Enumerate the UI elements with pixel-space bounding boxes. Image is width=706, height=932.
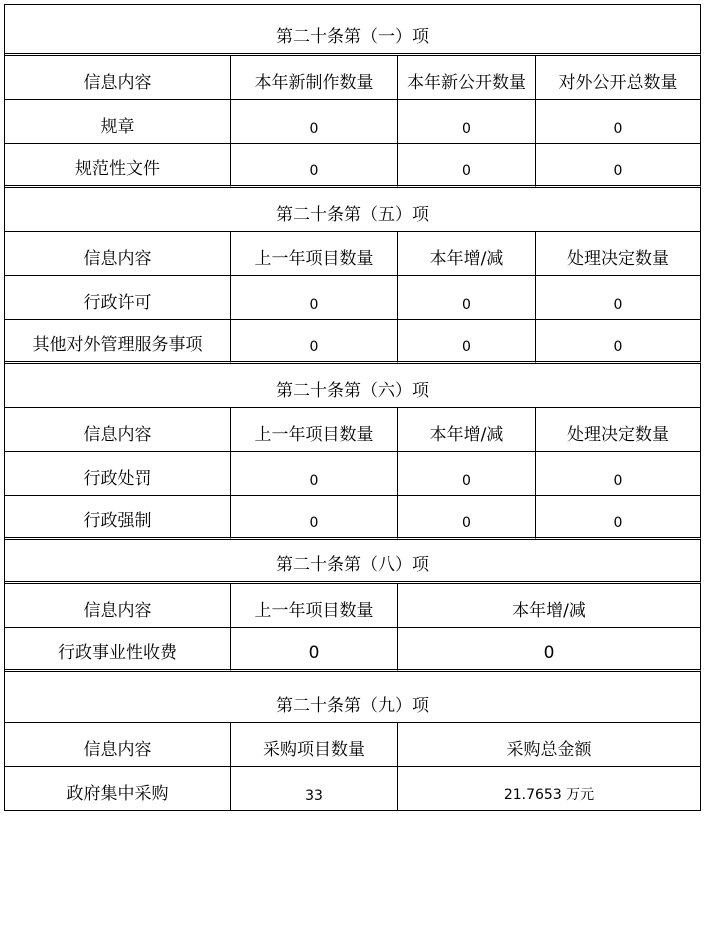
cell-value: 0 (536, 276, 701, 320)
cell-value: 0 (536, 100, 701, 144)
header-purchase-total: 采购总金额 (398, 723, 701, 767)
section-title: 第二十条第（五）项 (5, 188, 701, 232)
cell-value: 0 (231, 496, 398, 540)
cell-value: 0 (231, 320, 398, 364)
cell-value: 0 (398, 144, 536, 188)
header-info-content: 信息内容 (5, 584, 231, 628)
cell-value: 0 (231, 144, 398, 188)
cell-value: 0 (536, 452, 701, 496)
cell-value: 21.7653 万元 (398, 767, 701, 811)
row-label: 行政处罚 (5, 452, 231, 496)
header-info-content: 信息内容 (5, 232, 231, 276)
cell-value: 0 (536, 496, 701, 540)
header-change: 本年增/减 (398, 408, 536, 452)
cell-value: 33 (231, 767, 398, 811)
cell-value: 0 (398, 628, 701, 672)
header-new-public-count: 本年新公开数量 (398, 56, 536, 100)
section-title: 第二十条第（六）项 (5, 364, 701, 408)
cell-value: 0 (231, 100, 398, 144)
header-last-year-count: 上一年项目数量 (231, 584, 398, 628)
header-last-year-count: 上一年项目数量 (231, 408, 398, 452)
disclosure-table (4, 4, 701, 811)
cell-value: 0 (231, 276, 398, 320)
cell-value: 0 (398, 100, 536, 144)
header-change: 本年增/减 (398, 584, 701, 628)
header-total-public-count: 对外公开总数量 (536, 56, 701, 100)
section-title: 第二十条第（八）项 (5, 540, 701, 584)
cell-value: 0 (398, 496, 536, 540)
row-label: 其他对外管理服务事项 (5, 320, 231, 364)
row-label: 规范性文件 (5, 144, 231, 188)
cell-value: 0 (398, 452, 536, 496)
cell-value: 0 (231, 628, 398, 672)
row-label: 行政许可 (5, 276, 231, 320)
cell-value: 0 (231, 452, 398, 496)
section-title: 第二十条第（九）项 (5, 672, 701, 723)
cell-value: 0 (398, 320, 536, 364)
cell-value: 0 (536, 320, 701, 364)
cell-value: 0 (536, 144, 701, 188)
row-label: 政府集中采购 (5, 767, 231, 811)
row-label: 行政事业性收费 (5, 628, 231, 672)
header-new-made-count: 本年新制作数量 (231, 56, 398, 100)
header-change: 本年增/减 (398, 232, 536, 276)
header-info-content: 信息内容 (5, 723, 231, 767)
header-info-content: 信息内容 (5, 56, 231, 100)
header-last-year-count: 上一年项目数量 (231, 232, 398, 276)
row-label: 行政强制 (5, 496, 231, 540)
header-decision-count: 处理决定数量 (536, 232, 701, 276)
header-decision-count: 处理决定数量 (536, 408, 701, 452)
cell-value: 0 (398, 276, 536, 320)
row-label: 规章 (5, 100, 231, 144)
header-purchase-count: 采购项目数量 (231, 723, 398, 767)
section-title: 第二十条第（一）项 (5, 5, 701, 56)
header-info-content: 信息内容 (5, 408, 231, 452)
